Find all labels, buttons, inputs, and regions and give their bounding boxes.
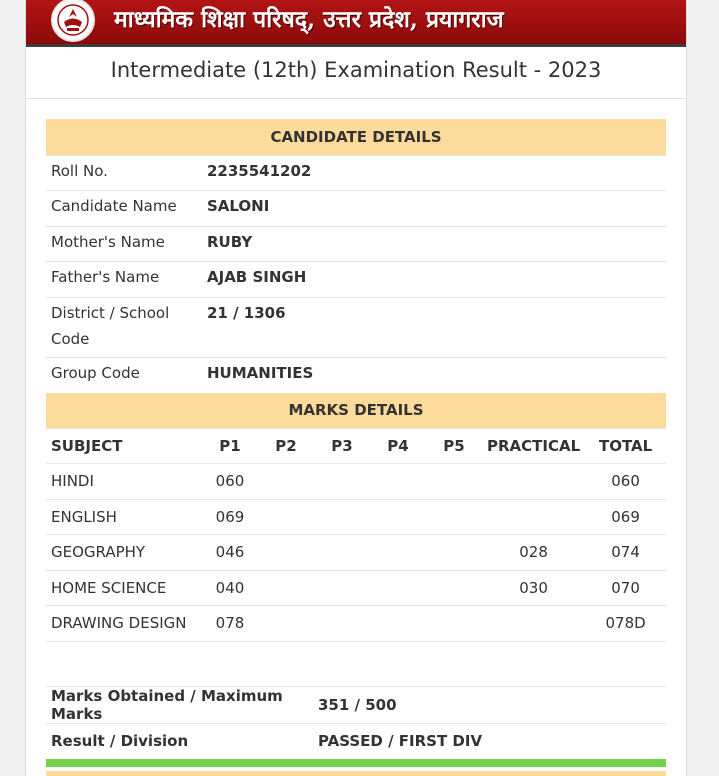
- table-row: [46, 261, 666, 297]
- column-header: P2: [258, 428, 314, 463]
- board-emblem-icon: [51, 0, 95, 42]
- candidate-details-table: [46, 119, 666, 392]
- p3-mark: [314, 570, 370, 605]
- row-label: Father's Name: [46, 261, 202, 297]
- result-division-value: PASSED / FIRST DIV: [313, 724, 666, 759]
- row-label: Roll No.: [46, 155, 202, 190]
- result-summary-table: [46, 686, 666, 759]
- p1-mark: 046: [202, 534, 258, 570]
- table-row: [46, 463, 666, 499]
- p1-mark: 040: [202, 570, 258, 605]
- candidate-section-header: CANDIDATE DETAILS: [46, 119, 666, 155]
- subject-name: HOME SCIENCE: [46, 570, 202, 605]
- p4-mark: [370, 463, 426, 499]
- subject-name: DRAWING DESIGN: [46, 605, 202, 641]
- table-row: [46, 226, 666, 261]
- p1-mark: 069: [202, 499, 258, 534]
- table-row: [46, 499, 666, 534]
- row-label: Group Code: [46, 357, 202, 392]
- table-row: [46, 605, 666, 641]
- table-row: [46, 190, 666, 226]
- row-label: Mother's Name: [46, 226, 202, 261]
- p2-mark: [258, 499, 314, 534]
- practical-mark: 030: [482, 570, 585, 605]
- board-name: माध्यमिक शिक्षा परिषद्, उत्तर प्रदेश, प्रयागराज: [114, 6, 504, 33]
- p5-mark: [426, 499, 482, 534]
- result-division-label: Result / Division: [46, 724, 313, 759]
- practical-mark: [482, 499, 585, 534]
- p2-mark: [258, 570, 314, 605]
- board-banner: [26, 0, 686, 47]
- father-name: AJAB SINGH: [202, 261, 666, 297]
- page-title: Intermediate (12th) Examination Result - 2023: [26, 50, 686, 99]
- candidate-name: SALONI: [202, 190, 666, 226]
- result-card: [25, 0, 687, 776]
- p4-mark: [370, 534, 426, 570]
- district-school-code: 21 / 1306: [202, 297, 666, 357]
- p4-mark: [370, 499, 426, 534]
- table-row: [46, 155, 666, 190]
- p4-mark: [370, 570, 426, 605]
- column-header: SUBJECT: [46, 428, 202, 463]
- row-label: District / School Code: [46, 297, 202, 357]
- p2-mark: [258, 463, 314, 499]
- table-row: [46, 570, 666, 605]
- practical-mark: [482, 463, 585, 499]
- p2-mark: [258, 534, 314, 570]
- practical-mark: [482, 605, 585, 641]
- marks-section-header: MARKS DETAILS: [46, 393, 666, 428]
- table-row: [46, 357, 666, 392]
- marks-obtained-value: 351 / 500: [313, 687, 666, 724]
- table-row: [46, 687, 666, 724]
- table-row: [46, 724, 666, 759]
- column-header: TOTAL: [585, 428, 666, 463]
- column-header: P4: [370, 428, 426, 463]
- p1-mark: 060: [202, 463, 258, 499]
- total-mark: 074: [585, 534, 666, 570]
- row-label: Candidate Name: [46, 190, 202, 226]
- roll-number: 2235541202: [202, 155, 666, 190]
- p3-mark: [314, 605, 370, 641]
- practical-mark: 028: [482, 534, 585, 570]
- p5-mark: [426, 605, 482, 641]
- total-mark: 078D: [585, 605, 666, 641]
- table-row: [46, 297, 666, 357]
- table-row: [46, 534, 666, 570]
- p3-mark: [314, 463, 370, 499]
- marks-details-table: [46, 393, 666, 687]
- p5-mark: [426, 463, 482, 499]
- p4-mark: [370, 605, 426, 641]
- group-code: HUMANITIES: [202, 357, 666, 392]
- marks-header-row: [46, 428, 666, 463]
- footer-bar: [46, 771, 666, 776]
- p3-mark: [314, 534, 370, 570]
- total-mark: 069: [585, 499, 666, 534]
- subject-name: GEOGRAPHY: [46, 534, 202, 570]
- mother-name: RUBY: [202, 226, 666, 261]
- result-status-bar: [46, 759, 666, 767]
- column-header: PRACTICAL: [482, 428, 585, 463]
- p3-mark: [314, 499, 370, 534]
- spacer-row: [46, 641, 666, 687]
- subject-name: HINDI: [46, 463, 202, 499]
- p2-mark: [258, 605, 314, 641]
- total-mark: 060: [585, 463, 666, 499]
- total-mark: 070: [585, 570, 666, 605]
- subject-name: ENGLISH: [46, 499, 202, 534]
- p5-mark: [426, 570, 482, 605]
- column-header: P3: [314, 428, 370, 463]
- column-header: P1: [202, 428, 258, 463]
- column-header: P5: [426, 428, 482, 463]
- p5-mark: [426, 534, 482, 570]
- p1-mark: 078: [202, 605, 258, 641]
- marks-obtained-label: Marks Obtained / Maximum Marks: [46, 687, 313, 724]
